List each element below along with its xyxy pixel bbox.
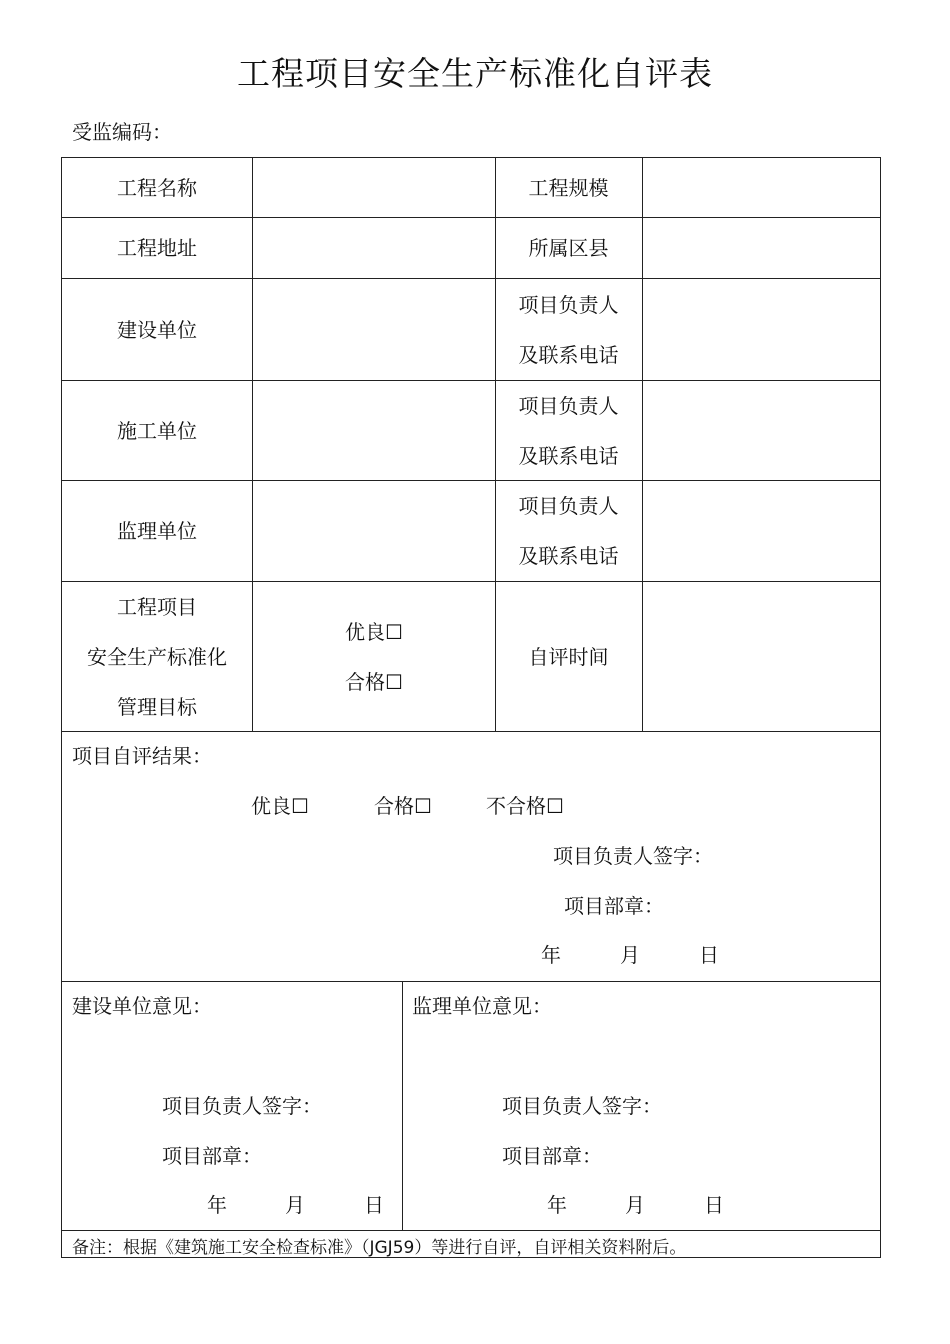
result-pass-checkbox[interactable]: 合格☐: [374, 794, 432, 818]
evaluation-form: [61, 157, 881, 1258]
page-title: 工程项目安全生产标准化自评表: [237, 54, 713, 93]
supervision-contact-field[interactable]: [643, 481, 880, 581]
result-month-label: 月: [620, 943, 640, 967]
result-excellent-checkbox[interactable]: 优良☐: [251, 794, 309, 818]
supervision-signature-label: 项目负责人签字：: [502, 1094, 662, 1118]
goal-excellent-checkbox[interactable]: 优良☐: [345, 619, 403, 644]
construction-unit-label: 建设单位: [117, 317, 197, 342]
builder-contact-field[interactable]: [643, 381, 880, 480]
supervision-unit-field[interactable]: [253, 481, 495, 581]
goal-pass-checkbox[interactable]: 合格☐: [345, 669, 403, 694]
construction-unit-field[interactable]: [253, 279, 495, 380]
supervision-seal-label: 项目部章：: [502, 1144, 602, 1168]
builder-contact-label: 项目负责人 及联系电话: [518, 393, 619, 468]
col-divider: [402, 981, 403, 1230]
construction-opinion-label: 建设单位意见：: [72, 994, 212, 1018]
project-scale-label: 工程规模: [528, 175, 609, 200]
self-eval-result-label: 项目自评结果：: [72, 744, 212, 768]
project-address-label: 工程地址: [117, 236, 197, 260]
builder-unit-label: 施工单位: [117, 418, 197, 443]
supervision-opinion-label: 监理单位意见：: [412, 994, 552, 1018]
supervision-unit-label: 监理单位: [117, 519, 197, 543]
project-name-field[interactable]: [253, 158, 495, 217]
result-seal-label: 项目部章：: [564, 894, 664, 918]
supervision-day-label: 日: [704, 1193, 724, 1217]
construction-contact-field[interactable]: [643, 279, 880, 380]
result-fail-checkbox[interactable]: 不合格☐: [486, 794, 564, 818]
supervision-contact-label: 项目负责人 及联系电话: [518, 494, 619, 568]
supervision-year-label: 年: [547, 1193, 567, 1217]
footnote: 备注：根据《建筑施工安全检查标准》（JGJ59）等进行自评，自评相关资料附后。: [72, 1238, 687, 1258]
construction-month-label: 月: [285, 1193, 305, 1217]
project-address-field[interactable]: [253, 218, 495, 278]
eval-time-label: 自评时间: [528, 644, 609, 669]
project-name-label: 工程名称: [117, 175, 197, 200]
district-field[interactable]: [643, 218, 880, 278]
construction-signature-label: 项目负责人签字：: [162, 1094, 322, 1118]
district-label: 所属区县: [528, 236, 609, 260]
management-goal-options: [253, 582, 495, 731]
result-day-label: 日: [699, 943, 719, 967]
construction-day-label: 日: [364, 1193, 384, 1217]
row-divider: [62, 1230, 880, 1231]
supervision-code-label: 受监编码：: [72, 120, 172, 144]
result-signature-label: 项目负责人签字：: [553, 844, 713, 868]
row-divider: [62, 981, 880, 982]
result-year-label: 年: [541, 943, 561, 967]
project-scale-field[interactable]: [643, 158, 880, 217]
management-goal-label: 工程项目 安全生产标准化 管理目标: [87, 594, 227, 719]
construction-year-label: 年: [207, 1193, 227, 1217]
construction-seal-label: 项目部章：: [162, 1144, 262, 1168]
supervision-month-label: 月: [625, 1193, 645, 1217]
eval-time-field[interactable]: [643, 582, 880, 731]
builder-unit-field[interactable]: [253, 381, 495, 480]
construction-contact-label: 项目负责人 及联系电话: [518, 292, 619, 367]
